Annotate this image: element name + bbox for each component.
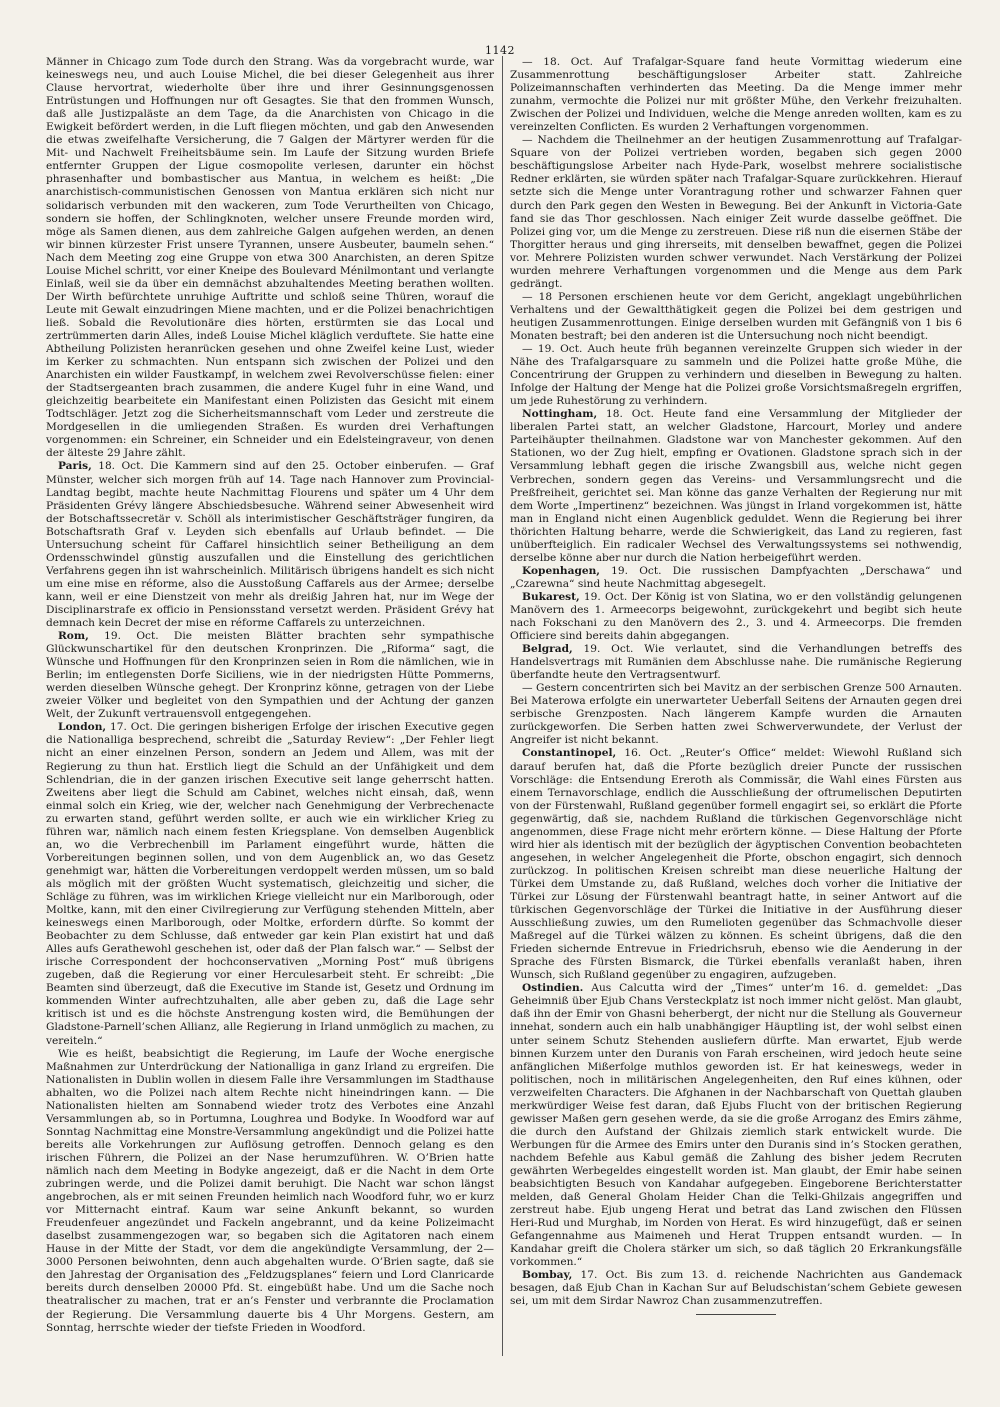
paragraph-text: 17. Oct. Bis zum 13. d. reichende Nachrichten aus Gandemack besagen, daß Ejub Chan in Kachan Sur auf Beludschistan’schem Gebiete gewesen sei, um mit dem Sirdar Nawroz Chan zusammenzutreffen. [510, 1269, 962, 1308]
paragraph-text: — Nachdem die Theilnehmer an der heutigen Zusammenrottung auf Trafalgar-Square von der Polizei vertrieben worden, begaben sich gegen 2000 beschäftigungslose Arbeiter nach Hyde-Park, woselbst mehrere socialistische Redner erklärten, sie würden später nach Trafalgar-Square zurückkehren. Hierauf setzte sich die Menge unter Vorantragung rother und schwarzer Fahnen quer durch den Park gegen den Westen in Bewegung. Bei der Ankunft in Victoria-Gate fand sie das Thor geschlossen. Nach einiger Zeit wurde dasselbe geöffnet. Die Polizei ging vor, um die Menge zu zerstreuen. Diese riß nun die eisernen Stäbe der Thorgitter heraus und ging ihrerseits, mit denselben bewaffnet, gegen die Polizei vor. Mehrere Polizisten wurden schwer verwundet. Nach Verstärkung der Polizei wurden mehrere Verhaftungen vorgenommen und die Menge aus dem Park gedrängt. [510, 134, 962, 290]
article-paragraph [510, 747, 962, 982]
paragraph-text: 17. Oct. Die geringen bisherigen Erfolge der irischen Executive gegen die Nationalliga besprechend, schreibt die „Saturday Review“: „Der Fehler liegt nicht an einer einzelnen Person, sondern an Jedem und Allem, was mit der Regierung zu thun hat. Erstlich liegt die Schuld an der Unfähigkeit und dem Schlendrian, die in der ganzen irischen Executive seit lange geherrscht hatten. Zweitens aber liegt die Schuld am Cabinet, welches nicht einsah, daß, wenn einmal solch ein Krieg, wie der, welcher nach Genehmigung der Verbrechenacte zu erwarten stand, geführt werden sollte, er auch wie ein wirklicher Krieg zu führen war, nämlich nach einem festen Kriegsplane. Von demselben Augenblick an, wo die Verbrechenbill im Parlament eingeführt wurde, hätten die Vorbereitungen beginnen sollen, und von dem Augenblick an, wo das Gesetz genehmigt war, hätten die Vorbereitungen verdoppelt werden müssen, um so bald als möglich mit der größten Wucht systematisch, gleichzeitig und sicher, die Schläge zu führen, was im wirklichen Kriege vielleicht nur ein Marlborough, oder Moltke, kann, mit den einer Civilregierung zur Verfügung stehenden Mitteln, aber keineswegs einen Marlborough, oder Moltke, erfordern dürfte. So kommt der Beobachter zu dem Schlusse, daß entweder gar kein Plan existirt hat und daß Alles aufs Gerathewohl geschehen ist, oder daß der Plan falsch war.“ — Selbst der irische Correspondent der hochconservativen „Morning Post“ muß übrigens zugeben, daß die Regierung vor einer Herculesarbeit steht. Er schreibt: „Die Beamten sind überzeugt, daß die Executive im Stande ist, Gesetz und Ordnung im kommenden Winter aufrechtzuhalten, alle aber geben zu, daß die Lage sehr kritisch ist und es die höchste Anstrengung kosten wird, die Bemühungen der Gladstone-Parnell’schen Allianz, alle Regierung in Irland unmöglich zu machen, zu vereiteln.“ [46, 721, 494, 1047]
dateline-place: Bombay, [522, 1269, 573, 1282]
paragraph-text: — Gestern concentrirten sich bei Mavitz an der serbischen Grenze 500 Arnauten. Bei Materowa erfolgte ein unerwarteter Ueberfall Seitens der Arnauten gegen drei serbische Grenzposten. Nach längerem Kampfe wurden die Arnauten zurückgeworfen. Die Serben hatten zwei Schwerverwundete, der Verlust der Angreifer ist nicht bekannt. [510, 682, 962, 747]
article-paragraph [46, 721, 494, 1047]
dateline-place: Kopenhagen, [522, 564, 600, 577]
dateline-place: Constantinopel, [522, 747, 617, 760]
paragraph-text: — 19. Oct. Auch heute früh begannen vereinzelte Gruppen sich wieder in der Nähe des Trafalgarsquare zu sammeln und die Polizei hatte große Mühe, die Concentrirung der Gruppen zu verhindern und dieselben in Bewegung zu halten. Infolge der Haltung der Menge hat die Polizei große Vorsichtsmaßregeln ergriffen, um jede Ruhestörung zu verhindern. [510, 343, 962, 408]
paragraph-text: — 18. Oct. Auf Trafalgar-Square fand heute Vormittag wiederum eine Zusammenrottung beschäftigungsloser Arbeiter statt. Zahlreiche Polizeimannschaften verhinderten das Meeting. Da die Menge immer mehr zunahm, vermochte die Polizei nur mit größter Mühe, den Verkehr freizuhalten. Zwischen der Polizei und Individuen, welche die Menge anreden wollten, kam es zu vereinzelten Conflicten. Es wurden 2 Verhaftungen vorgenommen. [510, 56, 962, 134]
paragraph-text: Männer in Chicago zum Tode durch den Strang. Was da vorgebracht wurde, war keineswegs neu, und auch Louise Michel, die bei dieser Gelegenheit aus ihrer Clause hervortrat, wiederholte über ihre und ihrer Gesinnungsgenossen Entrüstungen und Hoffnungen nur oft Gesagtes. Sie that den frommen Wunsch, daß alle Justizpaläste an dem Tage, da die Anarchisten von Chicago in die Ewigkeit befördert werden, in die Luft fliegen möchten, und gab den Anwesenden die etwas zweifelhafte Versicherung, die 7 Galgen der Märtyrer werden für die Mit- und Nachwelt Freiheitsbäume sein. Im Laufe der Sitzung wurden Briefe entfernter Gruppen der Ligue cosmopolite verlesen, darunter ein höchst phrasenhafter und bombastischer aus Mantua, in welchem es heißt: „Die anarchistisch-communistischen Genossen von Mantua erklären sich nicht nur solidarisch verbunden mit den wackeren, zum Tode Verurtheilten von Chicago, sondern sie hoffen, der Schlingknoten, welcher unsere Freunde morden wird, möge als Samen dienen, aus dem zahlreiche Galgen aufgehen werden, an denen wir binnen kürzester Frist unsere Tyrannen, unsere Ausbeuter, baumeln sehen.“ Nach dem Meeting zog eine Gruppe von etwa 300 Anarchisten, an deren Spitze Louise Michel schritt, vor einer Kneipe des Boulevard Ménilmontant und verlangte Einlaß, weil sie da über ein demnächst abzuhaltendes Meeting berathen wollten. Der Wirth befürchtete unruhige Auftritte und schloß seine Thüren, worauf die Leute mit Gewalt einzudringen Miene machten, und er die Polizei benachrichtigen ließ. Sobald die Revolutionäre dies hörten, erstürmten sie das Local und zertrümmerten darin Alles, indeß Louise Michel kläglich verduftete. Sie hatte eine Abtheilung Polizisten heranrücken gesehen und ohne Zweifel keine Lust, wieder im Kerker zu schmachten. Nun entspann sich zwischen der Polizei und den Anarchisten ein wilder Faustkampf, in welchem zwei Revolverschüsse fielen: einer der Stadtsergeanten brach zusammen, die andere Kugel fuhr in eine Wand, und gleichzeitig bearbeitete ein Manifestant einen Polizisten das Gesicht mit einem Todtschläger. Jetzt zog die Sicherheitsmannschaft vom Leder und zerstreute die Mordgesellen in die umliegenden Straßen. Es wurden drei Verhaftungen vorgenommen: ein Schreiner, ein Schneider und ein Edelsteingraveur, von denen der älteste 29 Jahre zählt. [46, 56, 494, 460]
article-paragraph [510, 408, 962, 565]
article-paragraph [46, 460, 494, 630]
left-column [46, 56, 494, 1376]
column-divider [502, 56, 503, 1356]
article-paragraph [510, 591, 962, 643]
article-paragraph [46, 630, 494, 721]
paragraph-text: Aus Calcutta wird der „Times“ unter’m 16. d. gemeldet: „Das Geheimniß über Ejub Chans Versteckplatz ist noch immer nicht gelöst. Man glaubt, daß ihn der Emir von Ghasni beherbergt, der nicht nur die Stellung als Gouverneur innehat, sondern auch ein halb unabhängiger Häuptling ist, der wohl selbst einen unter seinem Schutz Stehenden ausliefern dürfte. Man erwartet, Ejub werde binnen Kurzem unter den Duranis von Farah erscheinen, wird jedoch heute seine anfänglichen Mißerfolge muthlos geworden ist. Er hat keineswegs, weder in politischen, noch in militärischen Angelegenheiten, den Ruf eines kühnen, oder verzweifelten Characters. Die Afghanen in der Nachbarschaft von Quettah glauben merkwürdiger Weise fest daran, daß Ejubs Flucht von der britischen Regierung gewisser Maßen gern gesehen werde, da sie die große Arroganz des Emirs zähme, die durch den Aufstand der Ghilzais ziemlich stark entwickelt wurde. Die Werbungen für die Armee des Emirs unter den Duranis sind in’s Stocken gerathen, nachdem Befehle aus Kabul gemäß die Zahlung des bisher jedem Recruten gewährten Werbegeldes eingestellt worden ist. Man glaubt, der Emir habe seinen beabsichtigten Besuch von Kandahar aufgegeben. Eingeborene Berichterstatter melden, daß General Gholam Heider Chan die Telki-Ghilzais angegriffen und zerstreut habe. Ejub ungeng Herat und betrat das Land zwischen den Flüssen Heri-Rud und Murghab, im Norden von Herat. Es wird hinzugefügt, daß er seinen Gefangennahme aus Maimeneh und Herat Truppen entsandt wurden. — In Kandahar greift die Cholera stärker um sich, so daß täglich 20 Erkrankungsfälle vorkommen.“ [510, 982, 962, 1269]
article-paragraph [510, 982, 962, 1269]
dateline-place: Rom, [58, 630, 89, 643]
paragraph-text: 19. Oct. Die russischen Dampfyachten „Derschawa“ und „Czarewna“ sind heute Nachmittag abgesegelt. [510, 564, 962, 590]
paragraph-text: 16. Oct. „Reuter’s Office“ meldet: Wiewohl Rußland sich darauf berufen hat, daß die Pforte bezüglich dreier Puncte der russischen Vorschläge: die Entsendung Ereroth als Commissär, die Wahl eines Fürsten aus einem Ternavorschlage, endlich die Ausschließung der oftrumelischen Deputirten von der Fürstenwahl, Rußland gegenüber formell engagirt sei, so erklärt die Pforte gegenwärtig, daß sie, nachdem Rußland die türkischen Gegenvorschläge nicht angenommen, diese Frage nicht mehr erörtern könne. — Diese Haltung der Pforte wird hier als identisch mit der bezüglich der ägyptischen Convention beobachteten angesehen, in welcher Angelegenheit die Pforte, obschon engagirt, sich dennoch zurückzog. In politischen Kreisen schreibt man diese neuerliche Haltung der Türkei dem Umstande zu, daß Rußland, welches doch vorher die Initiative der Türkei zur Lösung der Fürstenwahl beantragt hatte, in seiner Antwort auf die türkischen Gegenvorschläge der Türkei die Initiative in der Ausführung dieser Ausschließung zuwies, um den Rumelioten gegenüber das Schmachvolle dieser Maßregel auf die Türkei wälzen zu können. Es scheint übrigens, daß die den Frieden sichernde Entrevue in Friedrichsruh, ebenso wie die Aenderung in der Sprache des Fürsten Bismarck, die Türkei ebenfalls veranlaßt haben, ihren Wunsch, sich Rußland gegenüber zu engagiren, aufzugeben. [510, 747, 962, 982]
paragraph-text: — 18 Personen erschienen heute vor dem Gericht, angeklagt ungebührlichen Verhaltens und der Gewaltthätigkeit gegen die Polizei bei dem gestrigen und heutigen Zusammenrottungen. Einige derselben wurden mit Gefängniß von 1 bis 6 Monaten bestraft; bei den anderen ist die Untersuchung noch nicht beendigt. [510, 290, 962, 342]
article-paragraph [46, 56, 494, 460]
article-paragraph [510, 56, 962, 134]
end-rule [696, 1314, 776, 1315]
article-paragraph [510, 565, 962, 591]
dateline-place: Bukarest, [522, 590, 580, 603]
right-column [510, 56, 962, 1376]
paragraph-text: 19. Oct. Wie verlautet, sind die Verhandlungen betreffs des Handelsvertrags mit Rumänien dem Abschlusse nahe. Die rumänische Regierung überfandte heute den Vertragsentwurf. [510, 643, 962, 682]
paragraph-text: Wie es heißt, beabsichtigt die Regierung, im Laufe der Woche energische Maßnahmen zur Unterdrückung der Nationalliga in ganz Irland zu ergreifen. Die Nationalisten in Dublin wollen in diesem Falle ihre Versammlungen im Stadthause abhalten, wo die Polizei nach altem Rechte nicht hineindringen kann. — Die Nationalisten hielten am Sonnabend wieder trotz des Verbotes eine Anzahl Versammlungen ab, so in Portumna, Loughrea und Bodyke. In Woodford war auf Sonntag Nachmittag eine Monstre-Versammlung angekündigt und die Polizei hatte bereits alle Vorkehrungen zur Auflösung getroffen. Dennoch gelang es den irischen Führern, die Polizei an der Nase herumzuführen. W. O’Brien hatte nämlich nach dem Meeting in Bodyke angezeigt, daß er die Nacht in dem Orte zubringen werde, und die Polizei damit beruhigt. Die Nacht war schon längst angebrochen, als er mit seinen Freunden heimlich nach Woodford fuhr, wo er kurz vor Mitternacht eintraf. Kaum war seine Ankunft bekannt, so wurden Freudenfeuer angezündet und Fackeln angebrannt, und da keine Polizeimacht daselbst zusammengezogen war, so begaben sich die Agitatoren nach einem Hause in der Mitte der Stadt, vor dem die angekündigte Versammlung, der 2—3000 Personen beiwohnten, denn auch abgehalten wurde. O’Brien sagte, daß sie den Jahrestag der Organisation des „Feldzugsplanes“ feiern und Lord Clanricarde bereits durch denselben 20000 Pfd. St. eingebüßt habe. Und um die Sache noch theatralischer zu machen, trat er an’s Fenster und verbrannte die Proclamation der Regierung. Die Versammlung dauerte bis 4 Uhr Morgens. Gestern, am Sonntag, herrschte wieder der tiefste Frieden in Woodford. [46, 1047, 494, 1334]
dateline-place: Nottingham, [522, 408, 598, 421]
article-paragraph [510, 291, 962, 343]
article-paragraph [510, 682, 962, 747]
paragraph-text: 19. Oct. Der König ist von Slatina, wo er den vollständig gelungenen Manövern des 1. Armeecorps beigewohnt, zurückgekehrt und begibt sich heute nach Fokschani zu den Manövern des 2., 3. und 4. Armeecorps. Die fremden Officiere sind bereits dahin abgegangen. [510, 590, 962, 643]
page-number: 1142 [485, 44, 515, 57]
paragraph-text: 18. Oct. Die Kammern sind auf den 25. October einberufen. — Graf Münster, welcher sich morgen früh auf 14. Tage nach Hannover zum Provincial-Landtag begibt, machte heute Nachmittag Flourens und später um 4 Uhr dem Präsidenten Grévy längere Abschiedsbesuche. Während seiner Abwesenheit wird der Botschaftssecretär v. Schöll als interimistischer Geschäftsträger fungiren, da Botschaftsrath Graf v. Leyden sich ebenfalls auf Urlaub befindet. — Die Untersuchung scheint für Caffarel hinsichtlich seiner Betheiligung an dem Ordensschwindel günstig auszufallen und die Einstellung des gerichtlichen Verfahrens gegen ihn ist wahrscheinlich. Militärisch übrigens handelt es sich nicht um eine mise en réforme, also die Ausstoßung Caffarels aus der Armee; derselbe kann, weil er eine Dienstzeit von mehr als dreißig Jahren hat, nur im Wege der Disciplinarstrafe ex officio in Pensionsstand versetzt werden. Präsident Grévy hat demnach kein Decret der mise en réforme Caffarels zu unterzeichnen. [46, 460, 494, 630]
article-paragraph [46, 1048, 494, 1335]
paragraph-text: 18. Oct. Heute fand eine Versammlung der Mitglieder der liberalen Partei statt, an welcher Gladstone, Harcourt, Morley und andere Parteihäupter theilnahmen. Gladstone war von Manchester gekommen. Auf den Stationen, wo der Zug hielt, empfing er Ovationen. Gladstone sprach sich in der Versammlung lebhaft gegen die irische Zwangsbill aus, welche nicht gegen Verbrechen, sondern gegen das Vereins- und Versammlungsrecht und die Preßfreiheit, gerichtet sei. Man könne das ganze Verhalten der Regierung nur mit dem Worte „Impertinenz“ bezeichnen. Was jüngst in Irland vorgekommen ist, hätte man in England nicht einen Augenblick geduldet. Wenn die Regierung bei ihrer thörichten Haltung beharre, werde die Schwierigkeit, das Land zu regieren, fast unüberfteiglich. Ein radicaler Wechsel des Verwaltungssystems sei nothwendig, derselbe könne aber nur durch die Nation herbeigeführt werden. [510, 408, 962, 564]
dateline-place: Belgrad, [522, 643, 573, 656]
article-paragraph [510, 1269, 962, 1308]
dateline-place: Ostindien. [522, 982, 584, 995]
article-paragraph [510, 134, 962, 291]
dateline-place: London, [58, 721, 107, 734]
paragraph-text: 19. Oct. Die meisten Blätter brachten sehr sympathische Glückwunschartikel für den deutschen Kronprinzen. Die „Riforma“ sagt, die Wünsche und Hoffnungen für den Kronprinzen seien in Rom die nämlichen, wie in Berlin; im entlegensten Dorfe Siciliens, wie in der niedrigsten Hütte Pommerns, werden dieselben Wünsche gehegt. Der Kronprinz könne, getragen von der Liebe zweier Völker und begleitet von den Sympathien und der Achtung der ganzen Welt, der Zukunft vertrauensvoll entgegengehen. [46, 630, 494, 721]
dateline-place: Paris, [58, 460, 92, 473]
article-paragraph [510, 343, 962, 408]
article-paragraph [510, 643, 962, 682]
